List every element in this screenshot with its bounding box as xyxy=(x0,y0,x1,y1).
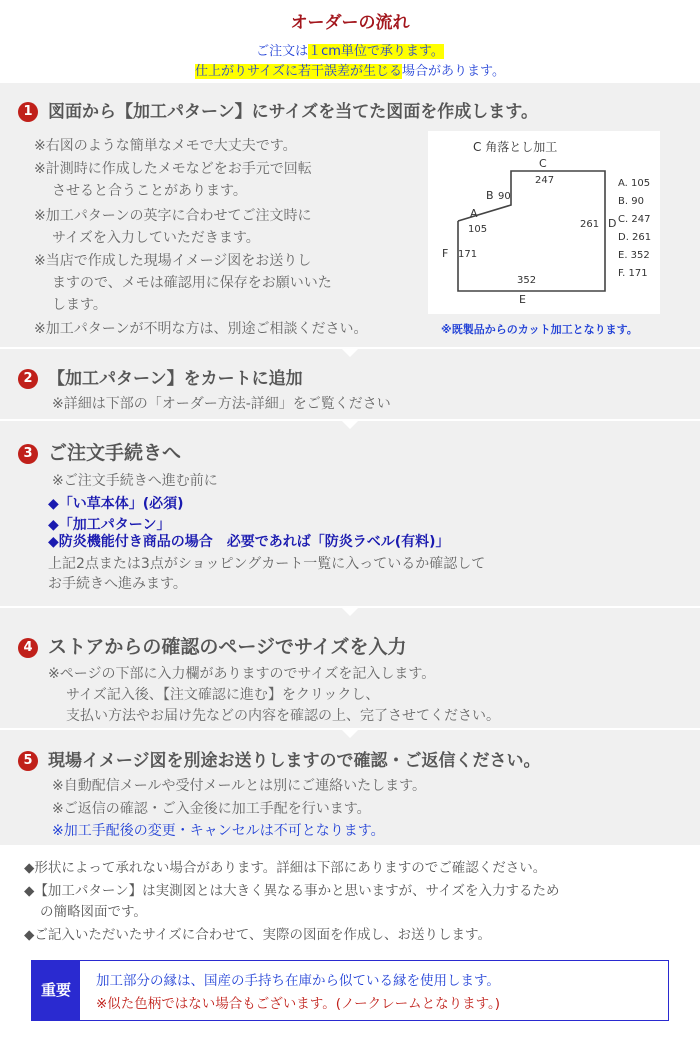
sketch-label-f: F xyxy=(442,247,449,260)
step-1-note: させると合うことがあります。 xyxy=(52,183,247,199)
step-1-note: ※右図のような簡単なメモで大丈夫です。 xyxy=(34,138,297,154)
intro-highlight: 仕上がりサイズに若干誤差が生じる xyxy=(195,64,402,79)
sketch-list-item: C. 247 xyxy=(618,214,651,225)
step-heading-text: ご注文手続きへ xyxy=(48,442,182,464)
intro-line-1 xyxy=(0,40,700,59)
sketch-value-c: 247 xyxy=(535,175,555,186)
sketch-list-item: A. 105 xyxy=(618,178,651,189)
step-1-note: ますので、メモは確認用に保存をお願いいた xyxy=(52,275,332,291)
step-3-note: お手続きへ進みます。 xyxy=(48,576,187,592)
step-3-note: 上記2点または3点がショッピングカート一覧に入っているか確認して xyxy=(48,556,486,572)
sketch-value-b: 90 xyxy=(498,191,511,202)
step-4-note: ※ページの下部に入力欄がありますのでサイズを記入します。 xyxy=(48,666,436,682)
sketch-list-item: B. 90 xyxy=(618,196,644,207)
step-heading-text: 現場イメージ図を別途お送りしますので確認・ご返信ください。 xyxy=(48,751,541,771)
page-title: オーダーの流れ xyxy=(290,13,410,33)
step-1-note: します。 xyxy=(52,297,107,313)
intro-text: 場合があります。 xyxy=(402,64,505,79)
step-2-note: ※詳細は下部の「オーダー方法-詳細」をご覧ください xyxy=(52,396,391,412)
step-1-note: サイズを入力していただきます。 xyxy=(52,230,260,246)
step-5-note: ※ご返信の確認・ご入金後に加工手配を行います。 xyxy=(52,801,371,817)
sketch-list-item: D. 261 xyxy=(618,232,652,243)
step-1-note: ※計測時に作成したメモなどをお手元で回転 xyxy=(34,161,312,177)
step-4-note: サイズ記入後、【注文確認に進む】をクリックし、 xyxy=(66,687,380,703)
important-notice xyxy=(31,960,669,1021)
step-5-heading xyxy=(18,746,541,771)
sketch-label-c: C xyxy=(539,157,547,170)
sketch-title: C 角落とし加工 xyxy=(473,140,558,154)
footer-note: ◆形状によって承れない場合があります。詳細は下部にありますのでご確認ください。 xyxy=(24,860,547,876)
step-4-note: 支払い方法やお届け先などの内容を確認の上、完了させてください。 xyxy=(66,708,500,724)
sketch-list-item: E. 352 xyxy=(618,250,650,261)
step-1-note: ※加工パターンが不明な方は、別途ご相談ください。 xyxy=(34,321,368,337)
important-label: 重要 xyxy=(32,961,80,1020)
step-heading-text: 【加工パターン】をカートに追加 xyxy=(48,369,303,389)
arrow-divider xyxy=(342,608,358,616)
intro-text: ご注文は xyxy=(256,44,309,59)
sketch-value-e: 352 xyxy=(517,275,537,286)
step-number-3: 3 xyxy=(18,444,38,464)
step-3-item: ◆防炎機能付き商品の場合 必要であれば「防炎ラベル(有料)」 xyxy=(48,534,450,550)
arrow-divider xyxy=(342,730,358,738)
sketch-label-a: A xyxy=(470,207,478,220)
step-number-5: 5 xyxy=(18,751,38,771)
step-3-heading xyxy=(18,438,181,465)
sketch-value-d: 261 xyxy=(580,219,600,230)
sketch-caption: ※既製品からのカット加工となります。 xyxy=(441,323,638,336)
step-1-note: ※加工パターンの英字に合わせてご注文時に xyxy=(34,208,312,224)
step-number-1: 1 xyxy=(18,102,38,122)
footer-note: ◆ご記入いただいたサイズに合わせて、実際の図面を作成し、お送りします。 xyxy=(24,927,491,943)
step-number-2: 2 xyxy=(18,369,38,389)
step-heading-text: 図面から【加工パターン】にサイズを当てた図面を作成します。 xyxy=(48,102,538,122)
sketch-value-a: 105 xyxy=(468,224,488,235)
intro-highlight: １cm単位で承ります。 xyxy=(308,44,444,59)
pattern-sketch xyxy=(428,131,660,314)
arrow-divider xyxy=(342,421,358,429)
sketch-value-f: 171 xyxy=(458,249,478,260)
step-4-heading xyxy=(18,632,407,659)
step-number-4: 4 xyxy=(18,638,38,658)
step-1-heading xyxy=(18,97,538,122)
step-2-heading xyxy=(18,364,303,389)
sketch-label-e: E xyxy=(519,293,526,306)
important-line-1: 加工部分の縁は、国産の手持ち在庫から似ている縁を使用します。 xyxy=(96,973,500,989)
step-heading-text: ストアからの確認のページでサイズを入力 xyxy=(48,636,407,658)
sketch-list-item: F. 171 xyxy=(618,268,648,279)
step-3-item: ◆「い草本体」(必須) xyxy=(48,496,184,512)
arrow-divider xyxy=(342,349,358,357)
sketch-label-d: D xyxy=(608,217,617,230)
footer-note: の簡略図面です。 xyxy=(40,904,147,920)
intro-line-2 xyxy=(0,60,700,79)
step-1-note: ※当店で作成した現場イメージ図をお送りし xyxy=(34,253,312,269)
step-5-warning: ※加工手配後の変更・キャンセルは不可となります。 xyxy=(52,823,385,839)
step-3-note: ※ご注文手続きへ進む前に xyxy=(52,473,218,489)
sketch-label-b: B xyxy=(486,189,494,202)
important-line-2: ※似た色柄ではない場合もございます。(ノークレームとなります。) xyxy=(96,996,501,1012)
step-3-item: ◆「加工パターン」 xyxy=(48,517,171,533)
footer-note: ◆【加工パターン】は実測図とは大きく異なる事かと思いますが、サイズを入力するため xyxy=(24,883,560,899)
step-5-note: ※自動配信メールや受付メールとは別にご連絡いたします。 xyxy=(52,778,427,794)
